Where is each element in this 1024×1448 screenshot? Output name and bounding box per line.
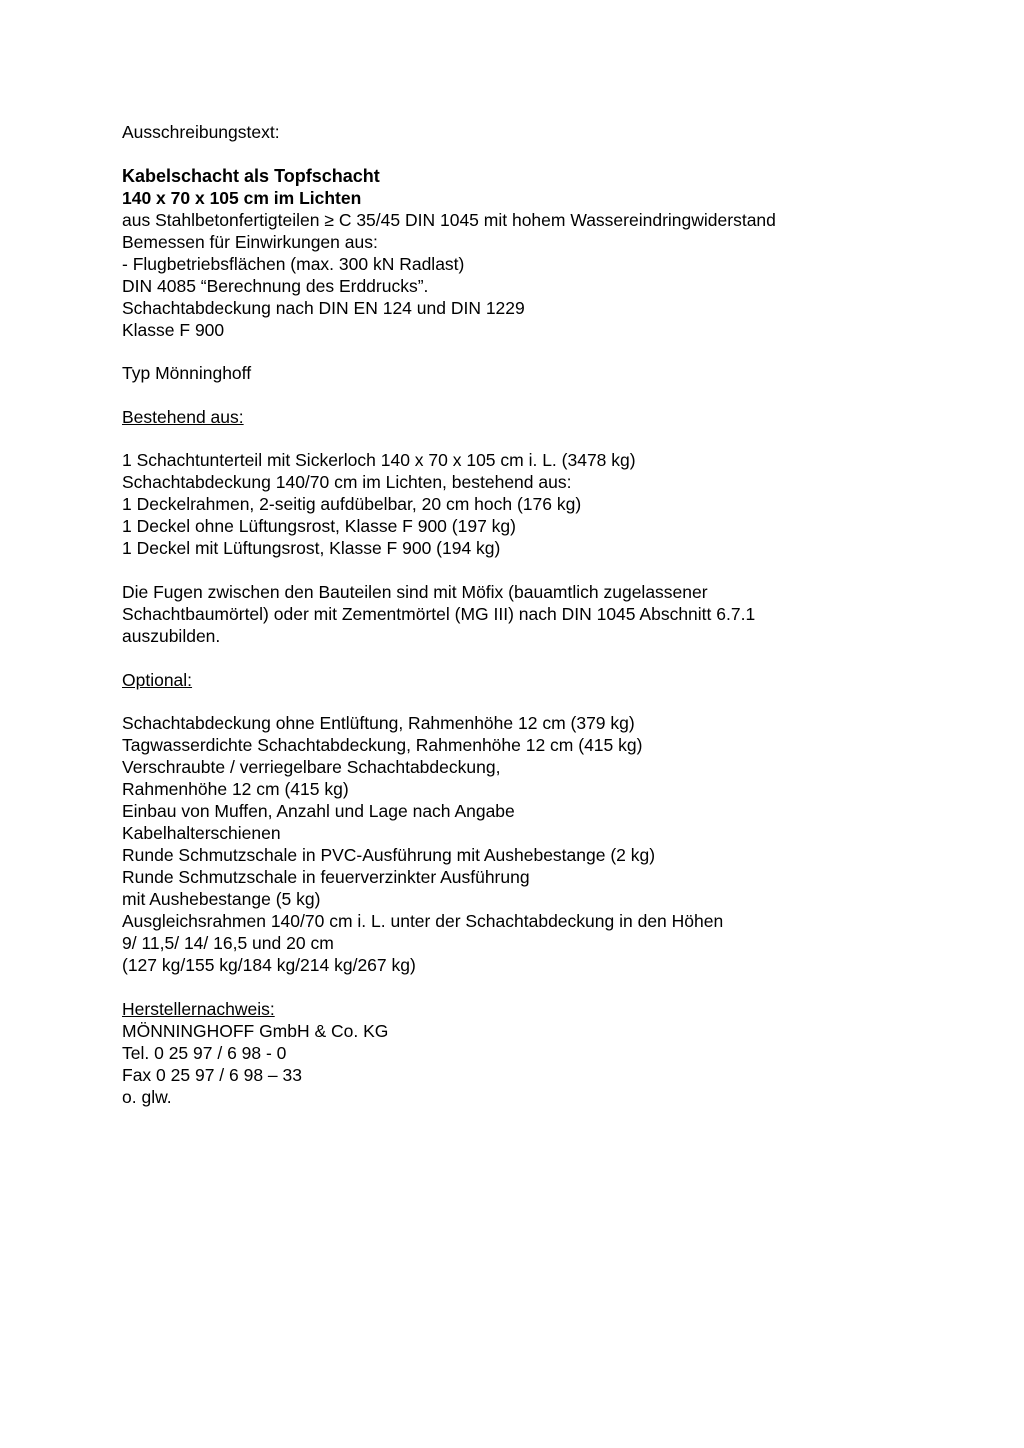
- optional-item: Schachtabdeckung ohne Entlüftung, Rahmenhöhe 12 cm (379 kg): [122, 713, 635, 734]
- spec-line: - Flugbetriebsflächen (max. 300 kN Radlast): [122, 253, 465, 274]
- optional-item: mit Aushebestange (5 kg): [122, 889, 321, 910]
- optional-item: (127 kg/155 kg/184 kg/214 kg/267 kg): [122, 955, 416, 976]
- spec-line: aus Stahlbetonfertigteilen ≥ C 35/45 DIN 1045 mit hohem Wassereindringwiderstand: [122, 209, 776, 230]
- joints-line: auszubilden.: [122, 625, 221, 646]
- optional-item: Verschraubte / verriegelbare Schachtabdeckung,: [122, 757, 501, 778]
- manufacturer-name: MÖNNINGHOFF GmbH & Co. KG: [122, 1020, 389, 1041]
- spacer: [122, 143, 982, 165]
- spec-line: Klasse F 900: [122, 319, 225, 340]
- equivalent-note: o. glw.: [122, 1086, 172, 1107]
- intro-label: Ausschreibungstext:: [122, 122, 280, 142]
- spacer: [122, 691, 982, 713]
- optional-item: Runde Schmutzschale in PVC-Ausführung mit Aushebestange (2 kg): [122, 845, 656, 866]
- spec-line: Bemessen für Einwirkungen aus:: [122, 231, 378, 252]
- joints-line: Die Fugen zwischen den Bauteilen sind mit Möfix (bauamtlich zugelassener: [122, 581, 708, 602]
- optional-item: Ausgleichsrahmen 140/70 cm i. L. unter der Schachtabdeckung in den Höhen: [122, 911, 724, 932]
- document-subtitle: 140 x 70 x 105 cm im Lichten: [122, 187, 362, 208]
- spec-line: DIN 4085 “Berechnung des Erddrucks”.: [122, 275, 429, 296]
- document-page: [122, 121, 982, 1108]
- components-heading: Bestehend aus:: [122, 406, 244, 427]
- component-item: 1 Deckel mit Lüftungsrost, Klasse F 900 (194 kg): [122, 538, 501, 559]
- spacer: [122, 559, 982, 581]
- optional-item: Tagwasserdichte Schachtabdeckung, Rahmenhöhe 12 cm (415 kg): [122, 735, 643, 756]
- optional-heading: Optional:: [122, 669, 193, 690]
- manufacturer-fax: Fax 0 25 97 / 6 98 – 33: [122, 1064, 302, 1085]
- optional-item: Einbau von Muffen, Anzahl und Lage nach Angabe: [122, 801, 515, 822]
- component-item: Schachtabdeckung 140/70 cm im Lichten, bestehend aus:: [122, 472, 572, 493]
- spacer: [122, 384, 982, 406]
- optional-item: Runde Schmutzschale in feuerverzinkter Ausführung: [122, 867, 530, 888]
- manufacturer-phone: Tel. 0 25 97 / 6 98 - 0: [122, 1042, 287, 1063]
- spacer: [122, 428, 982, 450]
- joints-line: Schachtbaumörtel) oder mit Zementmörtel (MG III) nach DIN 1045 Abschnitt 6.7.1: [122, 603, 756, 624]
- spacer: [122, 647, 982, 669]
- optional-item: Rahmenhöhe 12 cm (415 kg): [122, 779, 349, 800]
- manufacturer-heading: Herstellernachweis:: [122, 998, 275, 1019]
- component-item: 1 Deckelrahmen, 2-seitig aufdübelbar, 20 cm hoch (176 kg): [122, 494, 582, 515]
- document-title: Kabelschacht als Topfschacht: [122, 165, 380, 186]
- type-line: Typ Mönninghoff: [122, 363, 252, 384]
- spacer: [122, 341, 982, 363]
- component-item: 1 Deckel ohne Lüftungsrost, Klasse F 900 (197 kg): [122, 516, 516, 537]
- optional-item: Kabelhalterschienen: [122, 823, 281, 844]
- component-item: 1 Schachtunterteil mit Sickerloch 140 x 70 x 105 cm i. L. (3478 kg): [122, 450, 636, 471]
- optional-item: 9/ 11,5/ 14/ 16,5 und 20 cm: [122, 933, 334, 954]
- spec-line: Schachtabdeckung nach DIN EN 124 und DIN 1229: [122, 297, 525, 318]
- spacer: [122, 976, 982, 998]
